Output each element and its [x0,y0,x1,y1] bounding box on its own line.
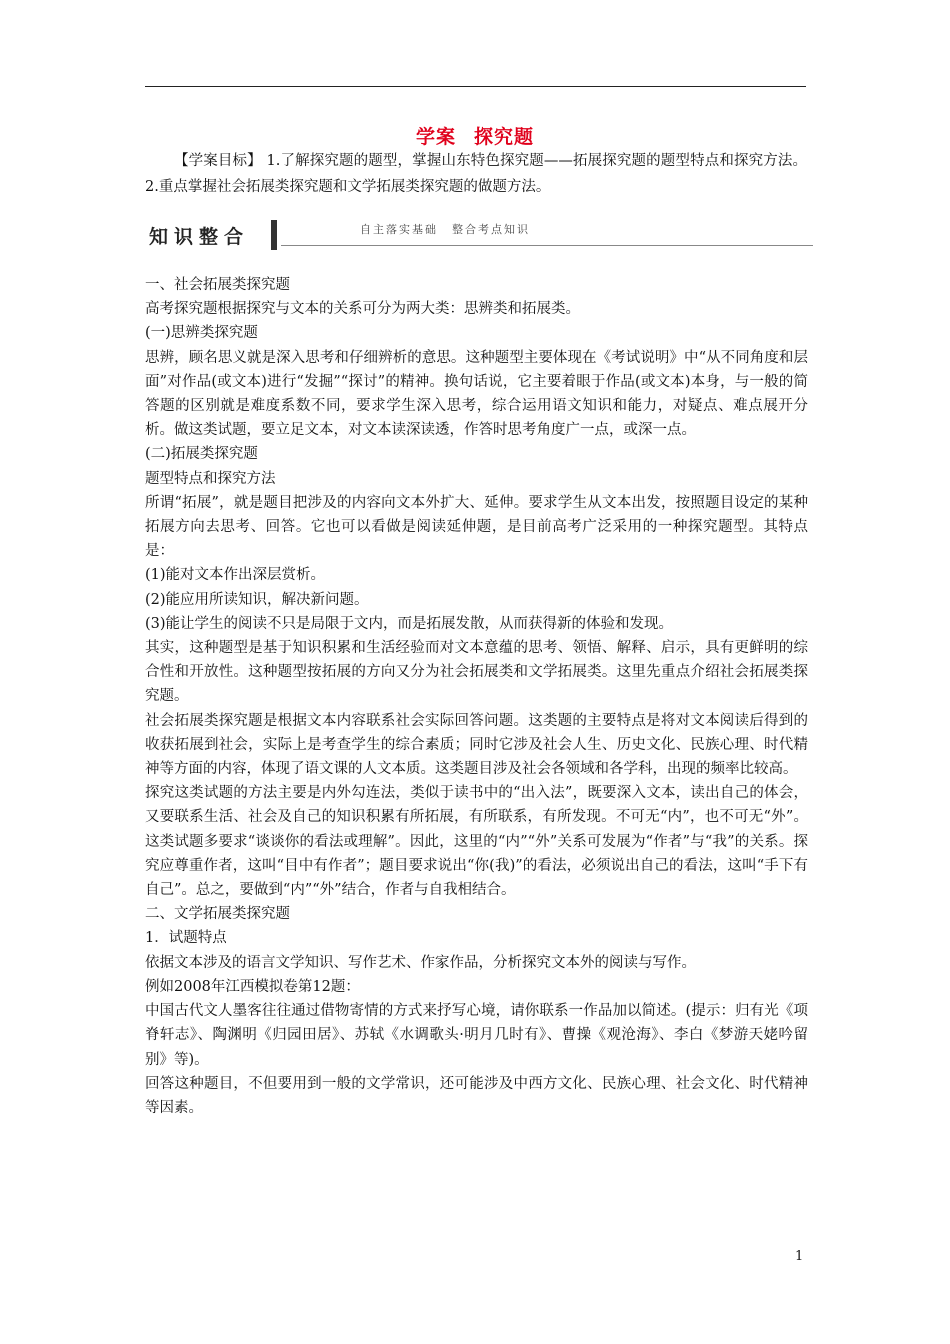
paragraph: 回答这种题目，不但要用到一般的文学常识，还可能涉及中西方文化、民族心理、社会文化、时代精神等因素。 [145,1075,808,1116]
banner-label: 知识整合 [149,225,250,248]
paragraph: 一、社会拓展类探究题 [145,277,290,293]
paragraph: 其实，这种题型是基于知识积累和生活经验而对文本意蕴的思考、领悟、解释、启示，具有更鲜明的综合性和开放性。这种题型按拓展的方向又分为社会拓展类和文学拓展类。这里先重点介绍社会拓展类探究题。 [145,640,808,705]
paragraph: 例如2008年江西模拟卷第12题： [145,978,360,995]
banner-sub-2: 整合考点知识 [452,223,530,236]
paragraph: 依据文本涉及的语言文学知识、写作艺术、作家作品，分析探究文本外的阅读与写作。 [145,954,696,971]
paragraph: (一)思辨类探究题 [145,325,258,342]
paragraph: 题型特点和探究方法 [145,470,276,487]
paragraph: 探究这类试题的方法主要是内外勾连法，类似于读书中的“出入法”，既要深入文本，读出自己的体会，又要联系生活、社会及自己的知识积累有所拓展，有所联系，有所发现。不可无“内”，也不可无“外”。这类试题多要求“谈谈你的看法或理解”。因此，这里的“内”“外”关系可发展为“作者”与“我”的关系。探究应尊重作者，这叫“目中有作者”；题目要求说出“你(我)”的看法，必须说出自己的看法，这叫“手下有自己”。总之，要做到“内”“外”结合，作者与自我相结合。 [145,785,808,899]
paragraph: (2)能应用所读知识，解决新问题。 [145,591,369,608]
header-rule [145,86,806,87]
body-content [145,273,808,1120]
banner-divider [271,220,277,250]
banner-underline [281,245,813,246]
title-part-1: 学案 [415,126,456,148]
paragraph: 高考探究题根据探究与文本的关系可分为两大类：思辨类和拓展类。 [145,301,580,318]
banner-subtitle [360,221,530,237]
paragraph: 所谓“拓展”，就是题目把涉及的内容向文本外扩大、延伸。要求学生从文本出发，按照题目设定的某种拓展方向去思考、回答。它也可以看做是阅读延伸题，是目前高考广泛采用的一种探究题型。其特点是： [145,494,808,560]
learning-goal: 【学案目标】 1.了解探究题的题型，掌握山东特色探究题——拓展探究题的题型特点和探究方法。2.重点掌握社会拓展类探究题和文学拓展类探究题的做题方法。 [145,153,807,195]
paragraph: 1．试题特点 [145,930,227,947]
section-banner [145,218,813,252]
paragraph: 社会拓展类探究题是根据文本内容联系社会实际回答问题。这类题的主要特点是将对文本阅读后得到的收获拓展到社会，实际上是考查学生的综合素质；同时它涉及社会人生、历史文化、民族心理、时代精神等方面的内容，体现了语文课的人文本质。这类题目涉及社会各领域和各学科，出现的频率比较高。 [145,712,808,778]
title-part-2: 探究题 [474,126,535,148]
document-title [0,122,950,149]
paragraph: (二)拓展类探究题 [145,446,258,463]
paragraph: (1)能对文本作出深层赏析。 [145,567,326,584]
paragraph: (3)能让学生的阅读不只是局限于文内，而是拓展发散，从而获得新的体验和发现。 [145,615,674,632]
paragraph: 中国古代文人墨客往往通过借物寄情的方式来抒写心境，请你联系一作品加以简述。(提示：归有光《项脊轩志》、陶渊明《归园田居》、苏轼《水调歌头·明月几时有》、曹操《观沧海》、李白《梦游天姥吟留别》等)。 [145,1003,808,1068]
banner-sub-1: 自主落实基础 [360,223,438,236]
page-number: 1 [795,1249,804,1264]
paragraph: 思辨，顾名思义就是深入思考和仔细辨析的意思。这种题型主要体现在《考试说明》中“从不同角度和层面”对作品(或文本)进行“发掘”“探讨”的精神。换句话说，它主要着眼于作品(或文本)本身，与一般的简答题的区别就是难度系数不同，要求学生深入思考，综合运用语文知识和能力，对疑点、难点展开分析。做这类试题，要立足文本，对文本读深读透，作答时思考角度广一点，或深一点。 [145,349,808,439]
paragraph: 二、文学拓展类探究题 [145,906,290,923]
